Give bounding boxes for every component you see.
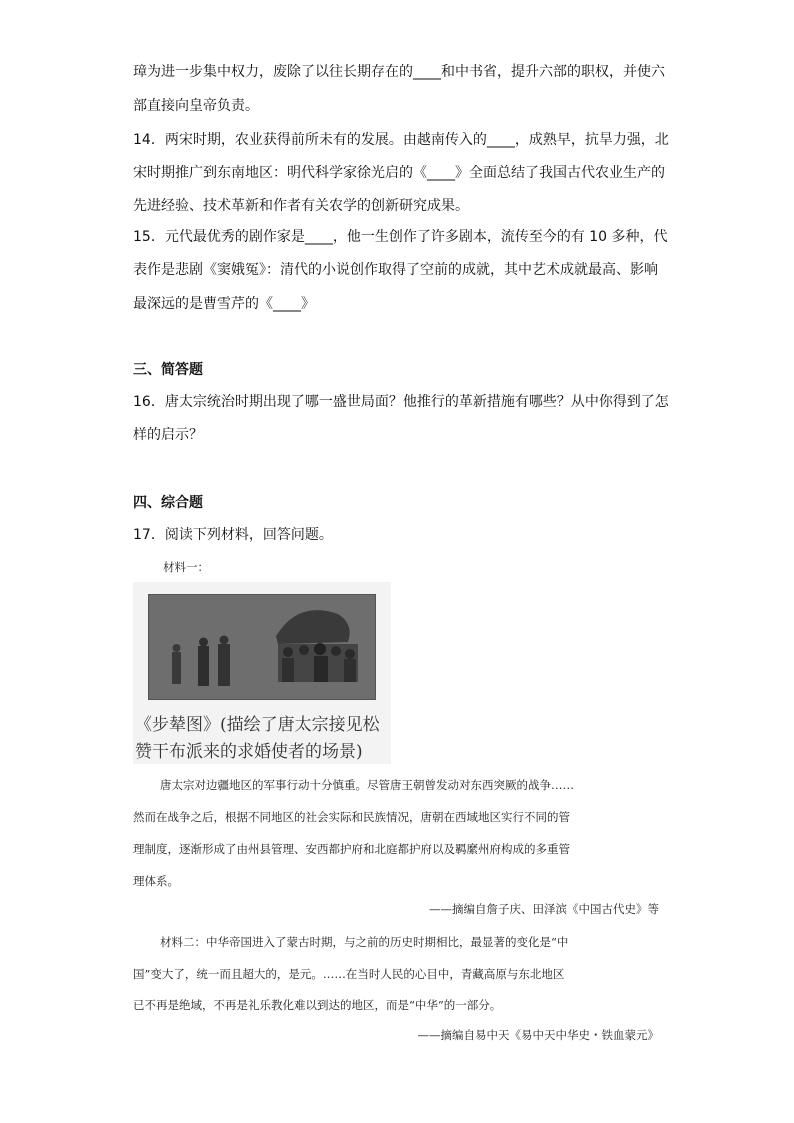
section-3-title: 三、简答题 [133, 362, 203, 378]
figure-caption-line-2: 赞干布派来的求婚使者的场景) [135, 742, 363, 762]
material-2-line-2: 国”变大了，统一而且超大的，是元。……在当时人民的心目中，青藏高原与东北地区 [133, 967, 565, 981]
q17-prompt: 17．阅读下列材料，回答问题。 [133, 527, 333, 543]
bunian-tu-painting [148, 594, 376, 700]
material-1-label: 材料一： [163, 560, 209, 574]
material-2-line-3: 已不再是绝域，不再是礼乐教化难以到达的地区，而是“中华”的一部分。 [133, 998, 502, 1012]
painting-illustration [148, 594, 376, 700]
figure-caption-line-1: 《步辇图》(描绘了唐太宗接见松 [135, 715, 380, 735]
q16-line-1: 16．唐太宗统治时期出现了哪一盛世局面？他推行的革新措施有哪些？从中你得到了怎 [133, 394, 669, 410]
q13-line-1: 璋为进一步集中权力，废除了以往长期存在的____和中书省，提升六部的职权，并使六 [133, 64, 665, 80]
q15-line-1: 15．元代最优秀的剧作家是____，他一生创作了许多剧本，流传至今的有 10 多种，代 [133, 229, 668, 245]
material-2-source: ——摘编自易中天《易中天中华史・铁血蒙元》 [417, 1028, 659, 1042]
material-1-line-3: 理制度，逐渐形成了由州县管理、安西都护府和北庭都护府以及羁縻州府构成的多重管 [133, 842, 570, 856]
q13-line-2: 部直接向皇帝负责。 [133, 98, 259, 114]
material-2-line-1: 材料二：中华帝国进入了蒙古时期，与之前的历史时期相比，最显著的变化是“中 [160, 935, 569, 949]
material-1-line-1: 唐太宗对边疆地区的军事行动十分慎重。尽管唐王朝曾发动对东西突厥的战争…… [160, 778, 574, 792]
bunian-tu-figure [133, 582, 391, 764]
q15-line-3: 最深远的是曹雪芹的《____》 [133, 296, 315, 312]
q16-line-2: 样的启示？ [133, 427, 203, 443]
q14-line-3: 先进经验、技术革新和作者有关农学的创新研究成果。 [133, 198, 469, 214]
material-1-line-2: 然而在战争之后，根据不同地区的社会实际和民族情况，唐朝在西域地区实行不同的管 [133, 810, 570, 824]
material-1-line-4: 理体系。 [133, 874, 179, 888]
q14-line-1: 14．两宋时期，农业获得前所未有的发展。由越南传入的____，成熟早，抗旱力强，北 [133, 132, 669, 148]
q15-line-2: 表作是悲剧《窦娥冤》：清代的小说创作取得了空前的成就，其中艺术成就最高、影响 [133, 262, 658, 278]
q14-line-2: 宋时期推广到东南地区：明代科学家徐光启的《____》全面总结了我国古代农业生产的 [133, 165, 665, 181]
material-1-source: ——摘编自詹子庆、田泽滨《中国古代史》等 [429, 902, 659, 916]
section-4-title: 四、综合题 [133, 495, 203, 511]
